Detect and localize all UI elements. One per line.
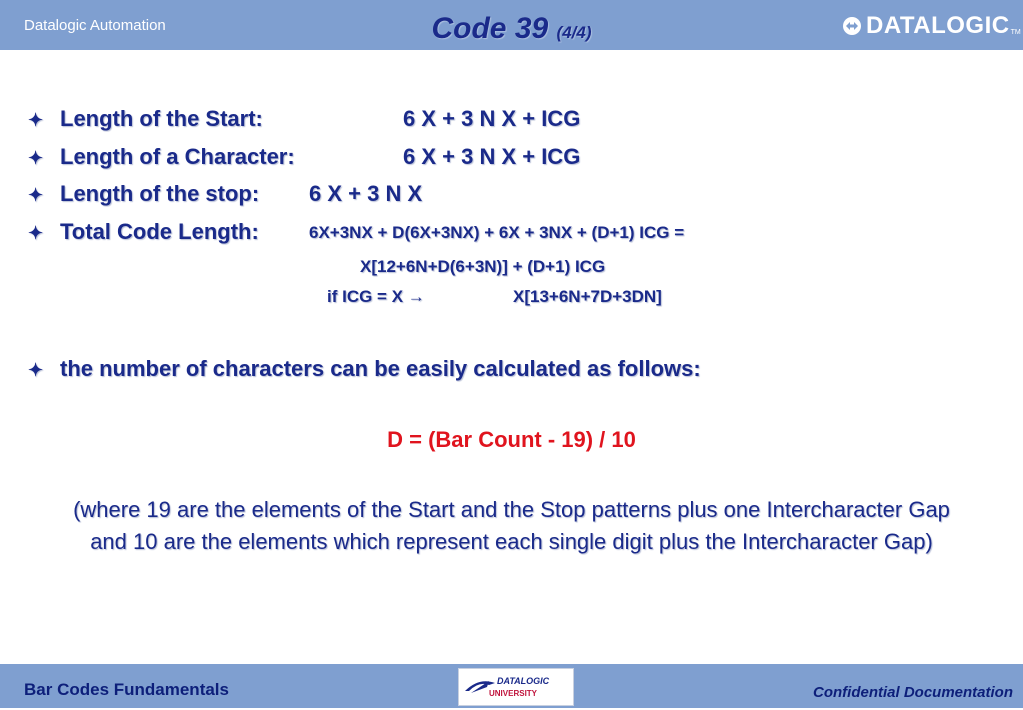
logo-tm: TM xyxy=(1010,28,1021,36)
bullet-value: 6X+3NX + D(6X+3NX) + 6X + 3NX + (D+1) ICG = xyxy=(309,223,685,242)
formula-explanation: (where 19 are the elements of the Start and the Stop patterns plus one Intercharacter Gap and 10 are the elements which represent each single digit plus the Intercharacter Gap) xyxy=(73,497,950,554)
bullet-start-length xyxy=(28,106,581,132)
total-length-line-2: X[12+6N+D(6+3N)] + (D+1) ICG xyxy=(360,257,606,276)
bullet-label: Length of a Character: xyxy=(60,144,295,169)
footer-bar xyxy=(0,664,1023,708)
bullet-number-of-characters xyxy=(28,356,701,382)
bullet-label: Total Code Length: xyxy=(60,219,259,244)
bullet-label: Length of the Start: xyxy=(60,106,263,131)
bullet-value: 6 X + 3 N X + ICG xyxy=(403,106,581,131)
bullet-stop-length xyxy=(28,181,423,207)
character-count-formula: D = (Bar Count - 19) / 10 xyxy=(387,427,636,452)
company-name: Datalogic Automation xyxy=(24,17,166,34)
uni-logo-top-text: DATALOGIC xyxy=(497,676,550,686)
footer-confidential: Confidential Documentation xyxy=(813,684,1013,701)
university-logo-icon xyxy=(459,669,573,705)
logo-text: DATALOGIC xyxy=(866,12,1010,39)
datalogic-university-logo xyxy=(458,668,574,706)
star-bullet-icon: ✦ xyxy=(28,360,44,380)
total-length-line-3-left: if ICG = X → xyxy=(327,287,425,306)
bullet-value: 6 X + 3 N X + ICG xyxy=(403,144,581,169)
bullet-label: Length of the stop: xyxy=(60,181,260,206)
bullet-character-length xyxy=(28,144,581,170)
logo-mark-icon xyxy=(842,16,862,36)
star-bullet-icon: ✦ xyxy=(28,148,44,168)
total-length-line-3-right: X[13+6N+7D+3DN] xyxy=(513,287,662,306)
star-bullet-icon: ✦ xyxy=(28,185,44,205)
slide-title-sub: (4/4) xyxy=(556,23,592,42)
slide-title-main: Code 39 xyxy=(431,12,549,45)
bullet-value: 6 X + 3 N X xyxy=(309,181,423,206)
bullet-total-length xyxy=(28,219,685,245)
bullet-label: the number of characters can be easily calculated as follows: xyxy=(60,356,701,381)
star-bullet-icon: ✦ xyxy=(28,223,44,243)
header-bar xyxy=(0,0,1023,50)
datalogic-logo xyxy=(842,12,1021,40)
uni-logo-bottom-text: UNIVERSITY xyxy=(489,689,538,698)
star-bullet-icon: ✦ xyxy=(28,110,44,130)
footer-course-title: Bar Codes Fundamentals xyxy=(24,680,229,699)
